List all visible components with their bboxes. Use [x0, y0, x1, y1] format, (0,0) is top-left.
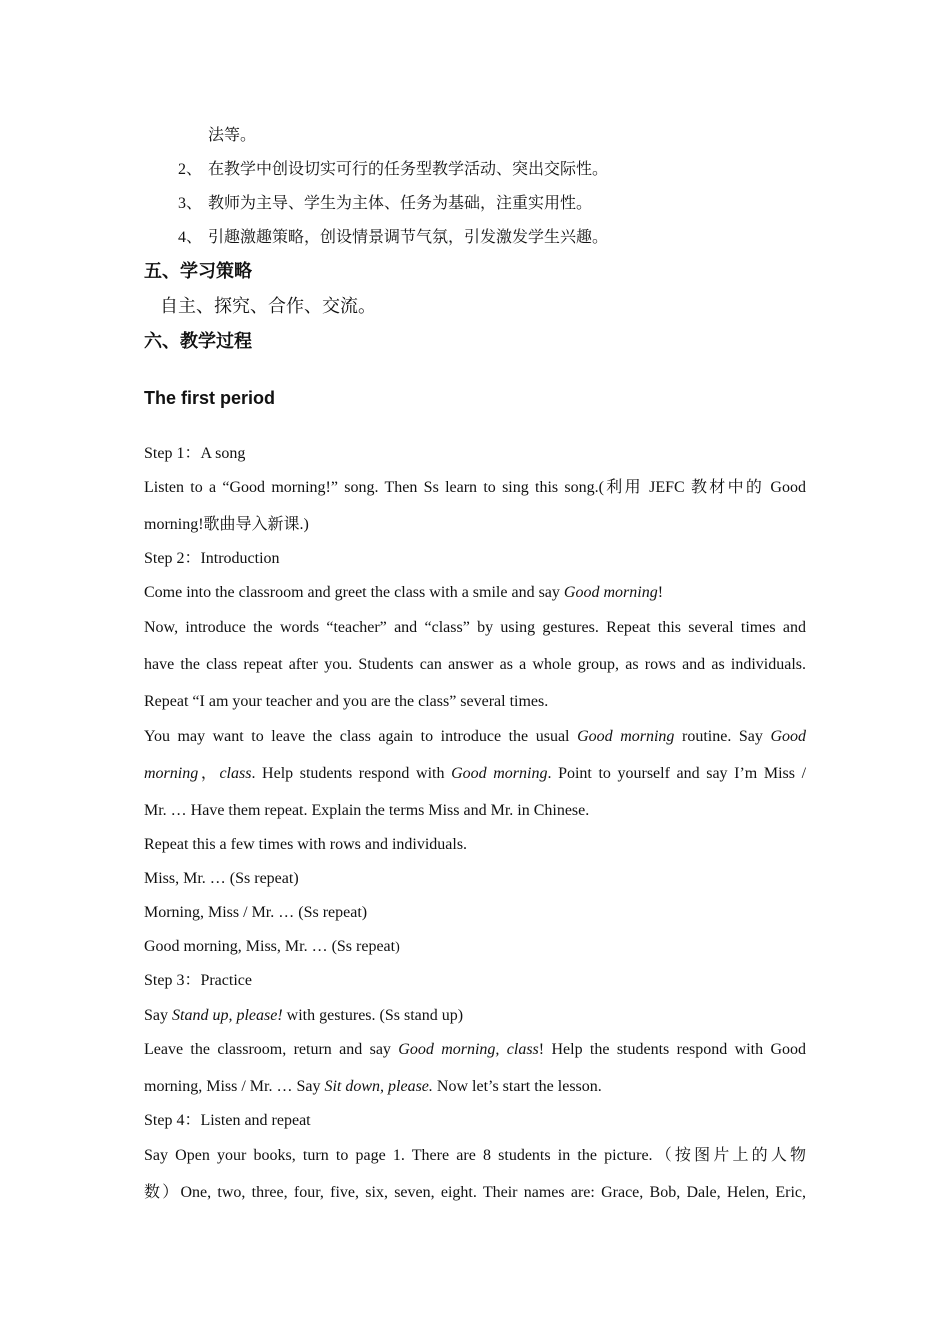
list-text: 引趣激趣策略，创设情景调节气氛，引发激发学生兴趣。 [208, 229, 609, 246]
step-3: Step 3：Practice [144, 972, 252, 989]
strategy-text: 自主、探究、合作、交流。 [160, 296, 376, 316]
paragraph-line: Miss, Mr. … (Ss repeat) [144, 870, 299, 887]
paragraph-line: Good morning, Miss, Mr. … (Ss repeat) [144, 938, 400, 955]
list-number: 4、 [178, 229, 203, 246]
paragraph-line: 数）One, two, three, four, five, six, seven, eight. Their names are: Grace, Bob, Dale, Helen, Eric, [144, 1184, 806, 1201]
paragraph-line: Say Open your books, turn to page 1. There are 8 students in the picture.（按图片上的人物 [144, 1147, 806, 1164]
paragraph-line: Repeat this a few times with rows and individuals. [144, 836, 468, 853]
step-1: Step 1：A song [144, 445, 246, 462]
step-2: Step 2：Introduction [144, 550, 280, 567]
list-continuation: 法等。 [208, 127, 257, 144]
list-text: 教师为主导、学生为主体、任务为基础，注重实用性。 [208, 195, 593, 212]
paragraph-line: Now, introduce the words “teacher” and “class” by using gestures. Repeat this several times and [144, 619, 806, 636]
paragraph-line: morning, Miss / Mr. … Say Sit down, please. Now let’s start the lesson. [144, 1078, 602, 1095]
paragraph-line: Listen to a “Good morning!” song. Then Ss learn to sing this song.(利用 JEFC 教材中的 Good [144, 479, 806, 496]
list-number: 2、 [178, 161, 203, 178]
list-text: 在教学中创设切实可行的任务型教学活动、突出交际性。 [208, 161, 609, 178]
paragraph-line: Leave the classroom, return and say Good morning, class! Help the students respond with Good [144, 1041, 807, 1058]
paragraph-line: Say Stand up, please! with gestures. (Ss stand up) [144, 1007, 464, 1024]
step-4: Step 4：Listen and repeat [144, 1112, 311, 1129]
section-heading-6: 六、教学过程 [144, 331, 252, 352]
period-title: The first period [144, 388, 276, 408]
paragraph-line: Morning, Miss / Mr. … (Ss repeat) [144, 904, 368, 921]
paragraph-line: morning!歌曲导入新课.) [144, 516, 309, 533]
list-number: 3、 [178, 195, 203, 212]
paragraph-line: Come into the classroom and greet the class with a smile and say Good morning! [144, 584, 664, 601]
paragraph-line: have the class repeat after you. Students can answer as a whole group, as rows and as individuals. [144, 656, 806, 673]
paragraph-line: morning，class. Help students respond with Good morning. Point to yourself and say I’m Miss / [144, 765, 807, 782]
paragraph-line: Repeat “I am your teacher and you are the class” several times. [144, 693, 549, 710]
section-heading-5: 五、学习策略 [144, 261, 252, 282]
paragraph-line: Mr. … Have them repeat. Explain the terms Miss and Mr. in Chinese. [144, 802, 590, 819]
paragraph-line: You may want to leave the class again to introduce the usual Good morning routine. Say Good [144, 728, 807, 745]
